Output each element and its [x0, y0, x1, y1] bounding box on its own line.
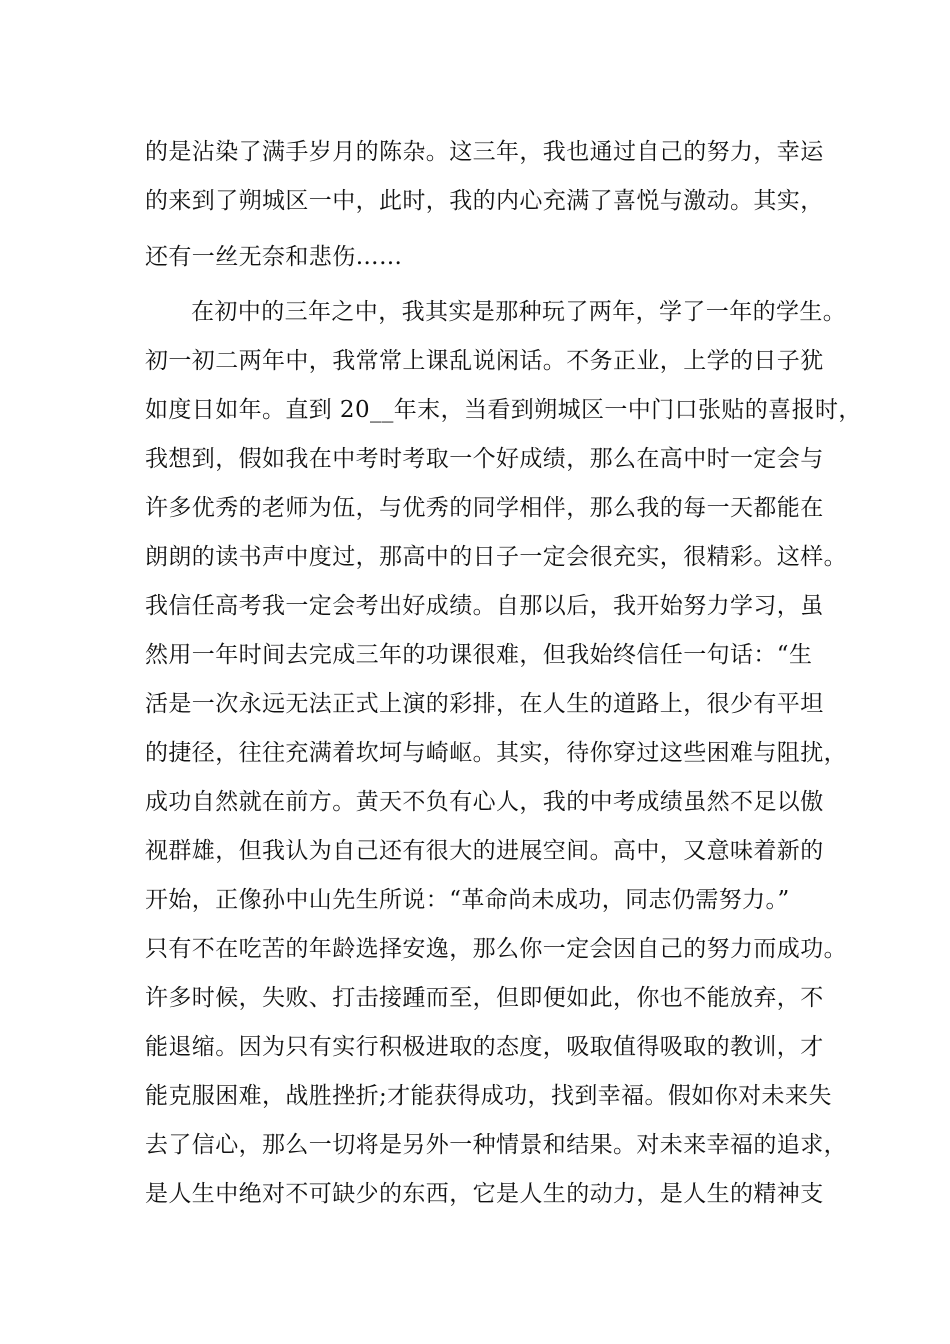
text-line: 只有不在吃苦的年龄选择安逸，那么你一定会因自己的努力而成功。: [145, 936, 847, 962]
paragraph-first-line: 在初中的三年之中，我其实是那种玩了两年，学了一年的学生。: [191, 299, 847, 325]
text-line: 开始，正像孙中山先生所说：“革命尚未成功，同志仍需努力。”: [145, 887, 790, 913]
text-line: 许多时候，失败、打击接踵而至，但即便如此，你也不能放弃，不: [145, 985, 824, 1011]
text-line: 朗朗的读书声中度过，那高中的日子一定会很充实，很精彩。这样。: [145, 544, 847, 570]
text-line: 还有一丝无奈和悲伤……: [145, 244, 403, 270]
text-line: 视群雄，但我认为自己还有很大的进展空间。高中，又意味着新的: [145, 838, 824, 864]
text-line: 是人生中绝对不可缺少的东西，它是人生的动力，是人生的精神支: [145, 1181, 824, 1207]
document-body: [145, 128, 862, 1219]
text-line: 活是一次永远无法正式上演的彩排，在人生的道路上，很少有平坦: [145, 691, 824, 717]
text-line: 我想到，假如我在中考时考取一个好成绩，那么在高中时一定会与: [145, 446, 824, 472]
text-line: 的来到了朔城区一中，此时，我的内心充满了喜悦与激动。其实，: [145, 188, 824, 214]
text-line: 初一初二两年中，我常常上课乱说闲话。不务正业，上学的日子犹: [145, 348, 824, 374]
text-line: 能退缩。因为只有实行积极进取的态度，吸取值得吸取的教训，才: [145, 1034, 824, 1060]
text-line: 我信任高考我一定会考出好成绩。自那以后，我开始努力学习，虽: [145, 593, 824, 619]
text-line: 成功自然就在前方。黄天不负有心人，我的中考成绩虽然不足以傲: [145, 789, 824, 815]
text-line: 许多优秀的老师为伍，与优秀的同学相伴，那么我的每一天都能在: [145, 495, 824, 521]
text-line: 的捷径，往往充满着坎坷与崎岖。其实，待你穿过这些困难与阻扰，: [145, 740, 847, 766]
text-line: 然用一年时间去完成三年的功课很难，但我始终信任一句话：“生: [145, 642, 813, 668]
text-line: 的是沾染了满手岁月的陈杂。这三年，我也通过自己的努力，幸运: [145, 139, 824, 165]
text-line: 如度日如年。直到 20__年末，当看到朔城区一中门口张贴的喜报时，: [145, 397, 862, 423]
text-line: 能克服困难，战胜挫折;才能获得成功，找到幸福。假如你对未来失: [145, 1083, 832, 1109]
text-line: 去了信心，那么一切将是另外一种情景和结果。对未来幸福的追求，: [145, 1132, 847, 1158]
